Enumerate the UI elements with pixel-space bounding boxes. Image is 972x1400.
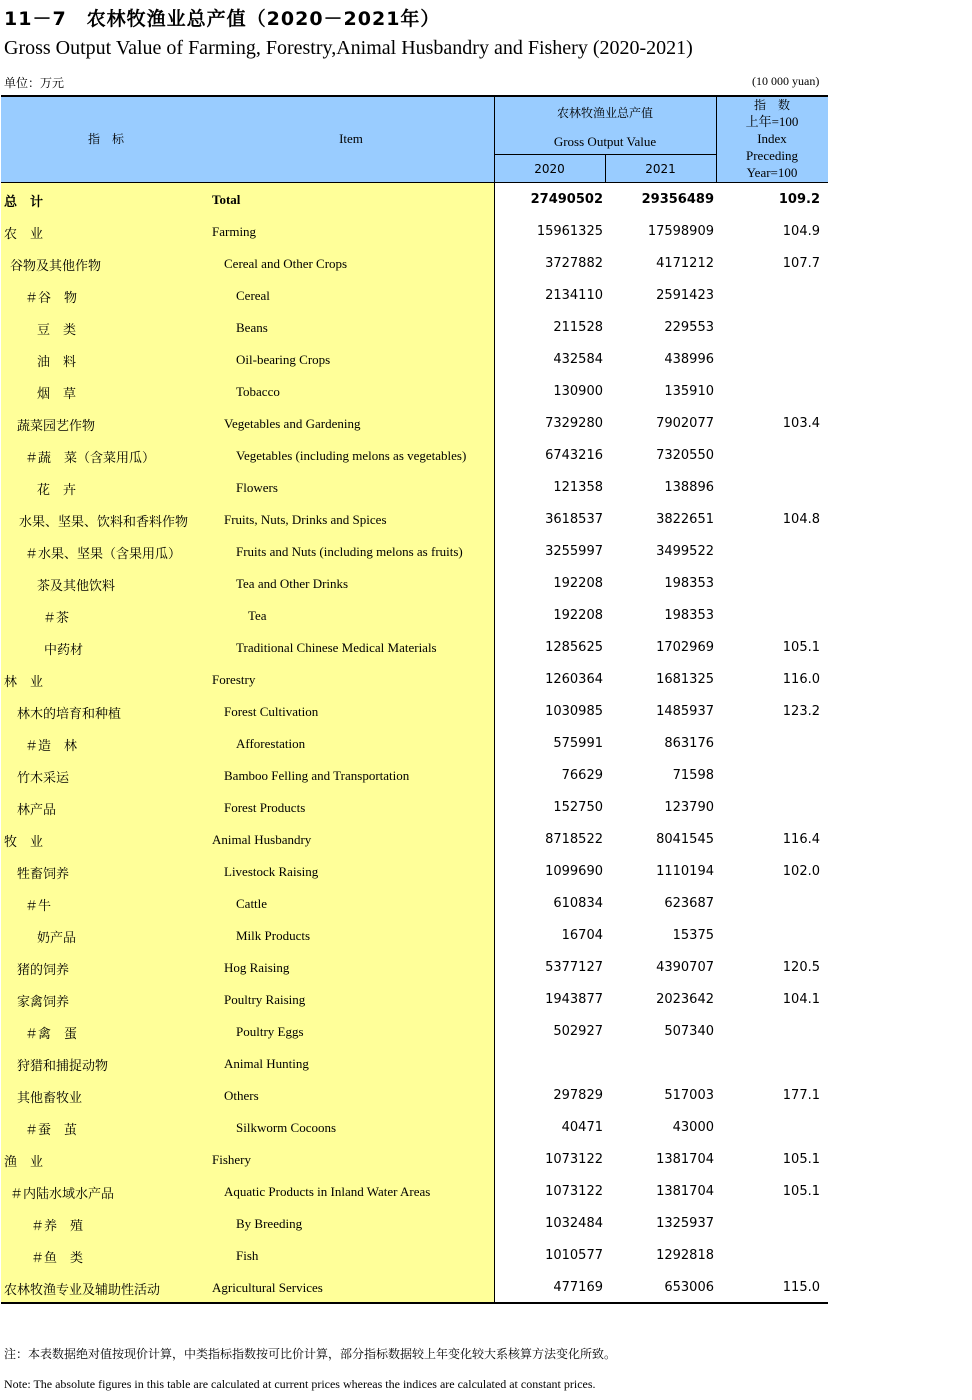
value-2020: 8718522	[545, 832, 603, 847]
table-row	[1, 855, 828, 887]
value-2020: 3727882	[545, 256, 603, 271]
table-row	[1, 407, 828, 439]
value-2020: 432584	[553, 352, 603, 367]
row-label-cn: 中药材	[44, 643, 84, 658]
row-label-en: Cattle	[236, 896, 268, 911]
row-label-cn: 奶产品	[37, 931, 77, 946]
row-label-en: By Breeding	[236, 1216, 303, 1231]
header-divider	[494, 154, 716, 155]
row-label-cn: 猪的饲养	[17, 963, 70, 978]
row-label-cn: ＃谷 物	[25, 291, 78, 306]
row-label-cn: 总 计	[4, 195, 44, 210]
value-2020: 2134110	[545, 288, 603, 303]
index-value: 109.2	[778, 192, 820, 207]
value-2021: 2591423	[656, 288, 714, 303]
header-index-en2: Preceding	[746, 148, 798, 163]
row-label-en: Total	[212, 192, 241, 207]
value-2021: 863176	[664, 736, 714, 751]
value-2020: 5377127	[545, 960, 603, 975]
header-index-en1: Index	[757, 131, 787, 146]
value-2021: 198353	[664, 608, 714, 623]
row-label-en: Hog Raising	[224, 960, 290, 975]
row-label-cn: ＃禽 蛋	[25, 1027, 78, 1042]
row-label-cn: 茶及其他饮料	[37, 579, 116, 594]
value-2021: 7320550	[656, 448, 714, 463]
value-2021: 29356489	[641, 192, 714, 207]
row-label-cn: ＃蔬 菜（含菜用瓜）	[25, 451, 156, 466]
value-2021: 229553	[664, 320, 714, 335]
value-2021: 71598	[672, 768, 714, 783]
value-2020: 3255997	[545, 544, 603, 559]
row-label-cn: ＃水果、坚果（含果用瓜）	[25, 547, 182, 562]
header-indicator-cn: 指 标	[87, 132, 124, 146]
value-2021: 507340	[664, 1024, 714, 1039]
value-2020: 502927	[553, 1024, 603, 1039]
value-2020: 15961325	[536, 224, 603, 239]
value-2020: 297829	[553, 1088, 603, 1103]
index-value: 107.7	[782, 256, 820, 271]
row-label-en: Fruits, Nuts, Drinks and Spices	[224, 512, 387, 527]
value-2020: 40471	[561, 1120, 603, 1135]
row-label-en: Forest Cultivation	[224, 704, 319, 719]
row-label-en: Poultry Eggs	[236, 1024, 304, 1039]
table-row	[1, 1143, 828, 1175]
value-2020: 121358	[553, 480, 603, 495]
table-row	[1, 983, 828, 1015]
value-2020: 16704	[561, 928, 603, 943]
row-label-en: Animal Husbandry	[212, 832, 312, 847]
value-2020: 27490502	[530, 192, 603, 207]
table-row	[1, 1271, 828, 1303]
index-value: 123.2	[782, 704, 820, 719]
value-2020: 1030985	[545, 704, 603, 719]
note-cn: 注：本表数据绝对值按现价计算，中类指标指数按可比价计算，部分指标数据较上年变化较大系核算方法变化所致。	[4, 1347, 617, 1361]
row-label-cn: 农 业	[4, 227, 44, 242]
row-label-en: Afforestation	[236, 736, 306, 751]
value-2020: 1099690	[545, 864, 603, 879]
header-gov-en: Gross Output Value	[553, 134, 657, 149]
value-2020: 7329280	[545, 416, 603, 431]
index-value: 104.1	[782, 992, 820, 1007]
index-value: 104.9	[782, 224, 820, 239]
row-label-cn: 牲畜饲养	[17, 867, 70, 882]
row-label-en: Tobacco	[236, 384, 280, 399]
table-row	[1, 471, 828, 503]
value-2021: 1381704	[656, 1184, 714, 1199]
value-2021: 43000	[672, 1120, 714, 1135]
row-label-cn: 渔 业	[4, 1155, 44, 1170]
header-index-en3: Year=100	[746, 165, 798, 180]
value-2021: 1381704	[656, 1152, 714, 1167]
table-row	[1, 343, 828, 375]
row-label-cn: 谷物及其他作物	[10, 259, 102, 274]
value-2021: 138896	[664, 480, 714, 495]
value-2020: 575991	[553, 736, 603, 751]
value-2021: 623687	[664, 896, 714, 911]
row-label-en: Oil-bearing Crops	[236, 352, 331, 367]
row-label-cn: 林产品	[17, 803, 57, 818]
row-label-en: Cereal and Other Crops	[224, 256, 348, 271]
table-row	[1, 791, 828, 823]
row-label-cn: 农林牧渔专业及辅助性活动	[4, 1283, 161, 1298]
table-row	[1, 663, 828, 695]
value-2021: 198353	[664, 576, 714, 591]
row-label-cn: 林 业	[4, 675, 44, 690]
header-gov-cn: 农林牧渔业总产值	[556, 106, 653, 120]
value-2020: 1943877	[545, 992, 603, 1007]
note-en: Note: The absolute figures in this table are calculated at current prices whereas the indices are calculated at constant prices.	[4, 1377, 596, 1391]
row-label-en: Bamboo Felling and Transportation	[224, 768, 410, 783]
value-2020: 1032484	[545, 1216, 603, 1231]
value-2021: 517003	[664, 1088, 714, 1103]
output-value-table	[1, 95, 828, 1305]
value-2021: 8041545	[656, 832, 714, 847]
table-row	[1, 1239, 828, 1271]
index-value: 103.4	[782, 416, 820, 431]
row-label-en: Fish	[236, 1248, 259, 1263]
row-label-cn: 竹木采运	[17, 771, 70, 786]
row-label-cn: 水果、坚果、饮料和香料作物	[19, 515, 189, 530]
row-label-en: Milk Products	[236, 928, 311, 943]
index-value: 105.1	[782, 1152, 820, 1167]
table-row	[1, 279, 828, 311]
header-item-en: Item	[339, 131, 363, 146]
table-row	[1, 1111, 828, 1143]
table-row	[1, 535, 828, 567]
row-label-cn: 林木的培育和种植	[17, 707, 122, 722]
table-row	[1, 183, 828, 215]
value-2020: 130900	[553, 384, 603, 399]
unit-label-en: (10 000 yuan)	[752, 74, 820, 88]
row-label-en: Agricultural Services	[212, 1280, 323, 1295]
index-value: 116.0	[782, 672, 820, 687]
value-2020: 610834	[553, 896, 603, 911]
row-label-en: Silkworm Cocoons	[236, 1120, 337, 1135]
table-row	[1, 631, 828, 663]
value-2020: 152750	[553, 800, 603, 815]
row-label-cn: 狩猎和捕捉动物	[17, 1059, 109, 1074]
table-row	[1, 215, 828, 247]
row-label-en: Livestock Raising	[224, 864, 319, 879]
value-2021: 15375	[672, 928, 714, 943]
value-2020: 477169	[553, 1280, 603, 1295]
table-row	[1, 439, 828, 471]
value-2021: 7902077	[656, 416, 714, 431]
header-year-2020: 2020	[534, 162, 565, 176]
value-2021: 1292818	[656, 1248, 714, 1263]
table-row	[1, 727, 828, 759]
row-label-cn: 家禽饲养	[17, 995, 70, 1010]
value-2020: 76629	[561, 768, 603, 783]
row-label-en: Fishery	[212, 1152, 251, 1167]
index-value: 102.0	[782, 864, 820, 879]
table-row	[1, 375, 828, 407]
value-2020: 1073122	[545, 1184, 603, 1199]
index-value: 105.1	[782, 640, 820, 655]
table-row	[1, 1047, 828, 1079]
table-row	[1, 599, 828, 631]
row-label-en: Tea	[248, 608, 267, 623]
row-label-en: Cereal	[236, 288, 270, 303]
table-row	[1, 311, 828, 343]
row-label-cn: ＃内陆水域水产品	[10, 1187, 115, 1202]
header-index-cn2: 上年=100	[745, 114, 799, 129]
value-2021: 1681325	[656, 672, 714, 687]
row-label-cn: 蔬菜园艺作物	[17, 419, 96, 434]
row-label-cn: 烟 草	[37, 387, 77, 402]
row-label-en: Animal Hunting	[224, 1056, 309, 1071]
table-row	[1, 1015, 828, 1047]
table-title-en: Gross Output Value of Farming, Forestry,Animal Husbandry and Fishery (2020-2021)	[4, 37, 693, 59]
row-label-cn: ＃造 林	[25, 739, 78, 754]
value-2020: 3618537	[545, 512, 603, 527]
row-label-cn: 其他畜牧业	[17, 1091, 83, 1106]
value-2020: 1073122	[545, 1152, 603, 1167]
table-row	[1, 247, 828, 279]
row-label-en: Traditional Chinese Medical Materials	[236, 640, 437, 655]
row-label-en: Vegetables (including melons as vegetables)	[236, 448, 467, 463]
row-label-cn: 牧 业	[4, 835, 44, 850]
index-value: 116.4	[782, 832, 820, 847]
value-2021: 1485937	[656, 704, 714, 719]
value-2021: 4171212	[656, 256, 714, 271]
value-2020: 192208	[553, 608, 603, 623]
table-row	[1, 759, 828, 791]
row-label-cn: ＃蚕 茧	[25, 1123, 78, 1138]
row-label-cn: 油 料	[37, 355, 77, 370]
row-label-en: Fruits and Nuts (including melons as fruits)	[236, 544, 463, 559]
value-2021: 135910	[664, 384, 714, 399]
row-label-en: Tea and Other Drinks	[236, 576, 349, 591]
table-row	[1, 695, 828, 727]
table-row	[1, 919, 828, 951]
row-label-en: Flowers	[236, 480, 278, 495]
value-2021: 1325937	[656, 1216, 714, 1231]
row-label-en: Vegetables and Gardening	[224, 416, 361, 431]
value-2020: 1285625	[545, 640, 603, 655]
row-label-en: Aquatic Products in Inland Water Areas	[224, 1184, 431, 1199]
value-2021: 1110194	[656, 864, 714, 879]
row-label-en: Forestry	[212, 672, 256, 687]
index-value: 120.5	[782, 960, 820, 975]
index-value: 115.0	[782, 1280, 820, 1295]
table-row	[1, 503, 828, 535]
row-label-cn: 花 卉	[37, 483, 77, 498]
table-row	[1, 887, 828, 919]
value-2021: 3499522	[656, 544, 714, 559]
table-row	[1, 1079, 828, 1111]
row-label-cn: 豆 类	[37, 323, 77, 338]
value-2021: 438996	[664, 352, 714, 367]
value-2020: 1010577	[545, 1248, 603, 1263]
row-label-en: Farming	[212, 224, 257, 239]
table-row	[1, 567, 828, 599]
table-row	[1, 1207, 828, 1239]
value-2021: 123790	[664, 800, 714, 815]
index-value: 105.1	[782, 1184, 820, 1199]
table-row	[1, 1175, 828, 1207]
table-title-cn: 11－7 农林牧渔业总产值（2020－2021年）	[4, 8, 441, 30]
unit-label-cn: 单位：万元	[4, 76, 65, 90]
value-2021: 2023642	[656, 992, 714, 1007]
table-row	[1, 951, 828, 983]
value-2020: 192208	[553, 576, 603, 591]
value-2021: 653006	[664, 1280, 714, 1295]
value-2020: 1260364	[545, 672, 603, 687]
row-label-en: Beans	[236, 320, 268, 335]
row-label-cn: ＃茶	[43, 611, 70, 626]
index-value: 177.1	[782, 1088, 820, 1103]
value-2021: 1702969	[656, 640, 714, 655]
value-2020: 6743216	[545, 448, 603, 463]
row-label-cn: ＃养 殖	[31, 1219, 84, 1234]
row-label-en: Poultry Raising	[224, 992, 306, 1007]
header-index-cn: 指 数	[753, 98, 790, 112]
value-2020: 211528	[553, 320, 603, 335]
row-label-cn: ＃牛	[25, 899, 52, 914]
header-year-2021: 2021	[645, 162, 676, 176]
row-label-cn: ＃鱼 类	[31, 1251, 84, 1266]
value-2021: 4390707	[656, 960, 714, 975]
row-label-en: Others	[224, 1088, 259, 1103]
index-value: 104.8	[782, 512, 820, 527]
row-label-en: Forest Products	[224, 800, 306, 815]
value-2021: 17598909	[647, 224, 714, 239]
table-row	[1, 823, 828, 855]
value-2021: 3822651	[656, 512, 714, 527]
